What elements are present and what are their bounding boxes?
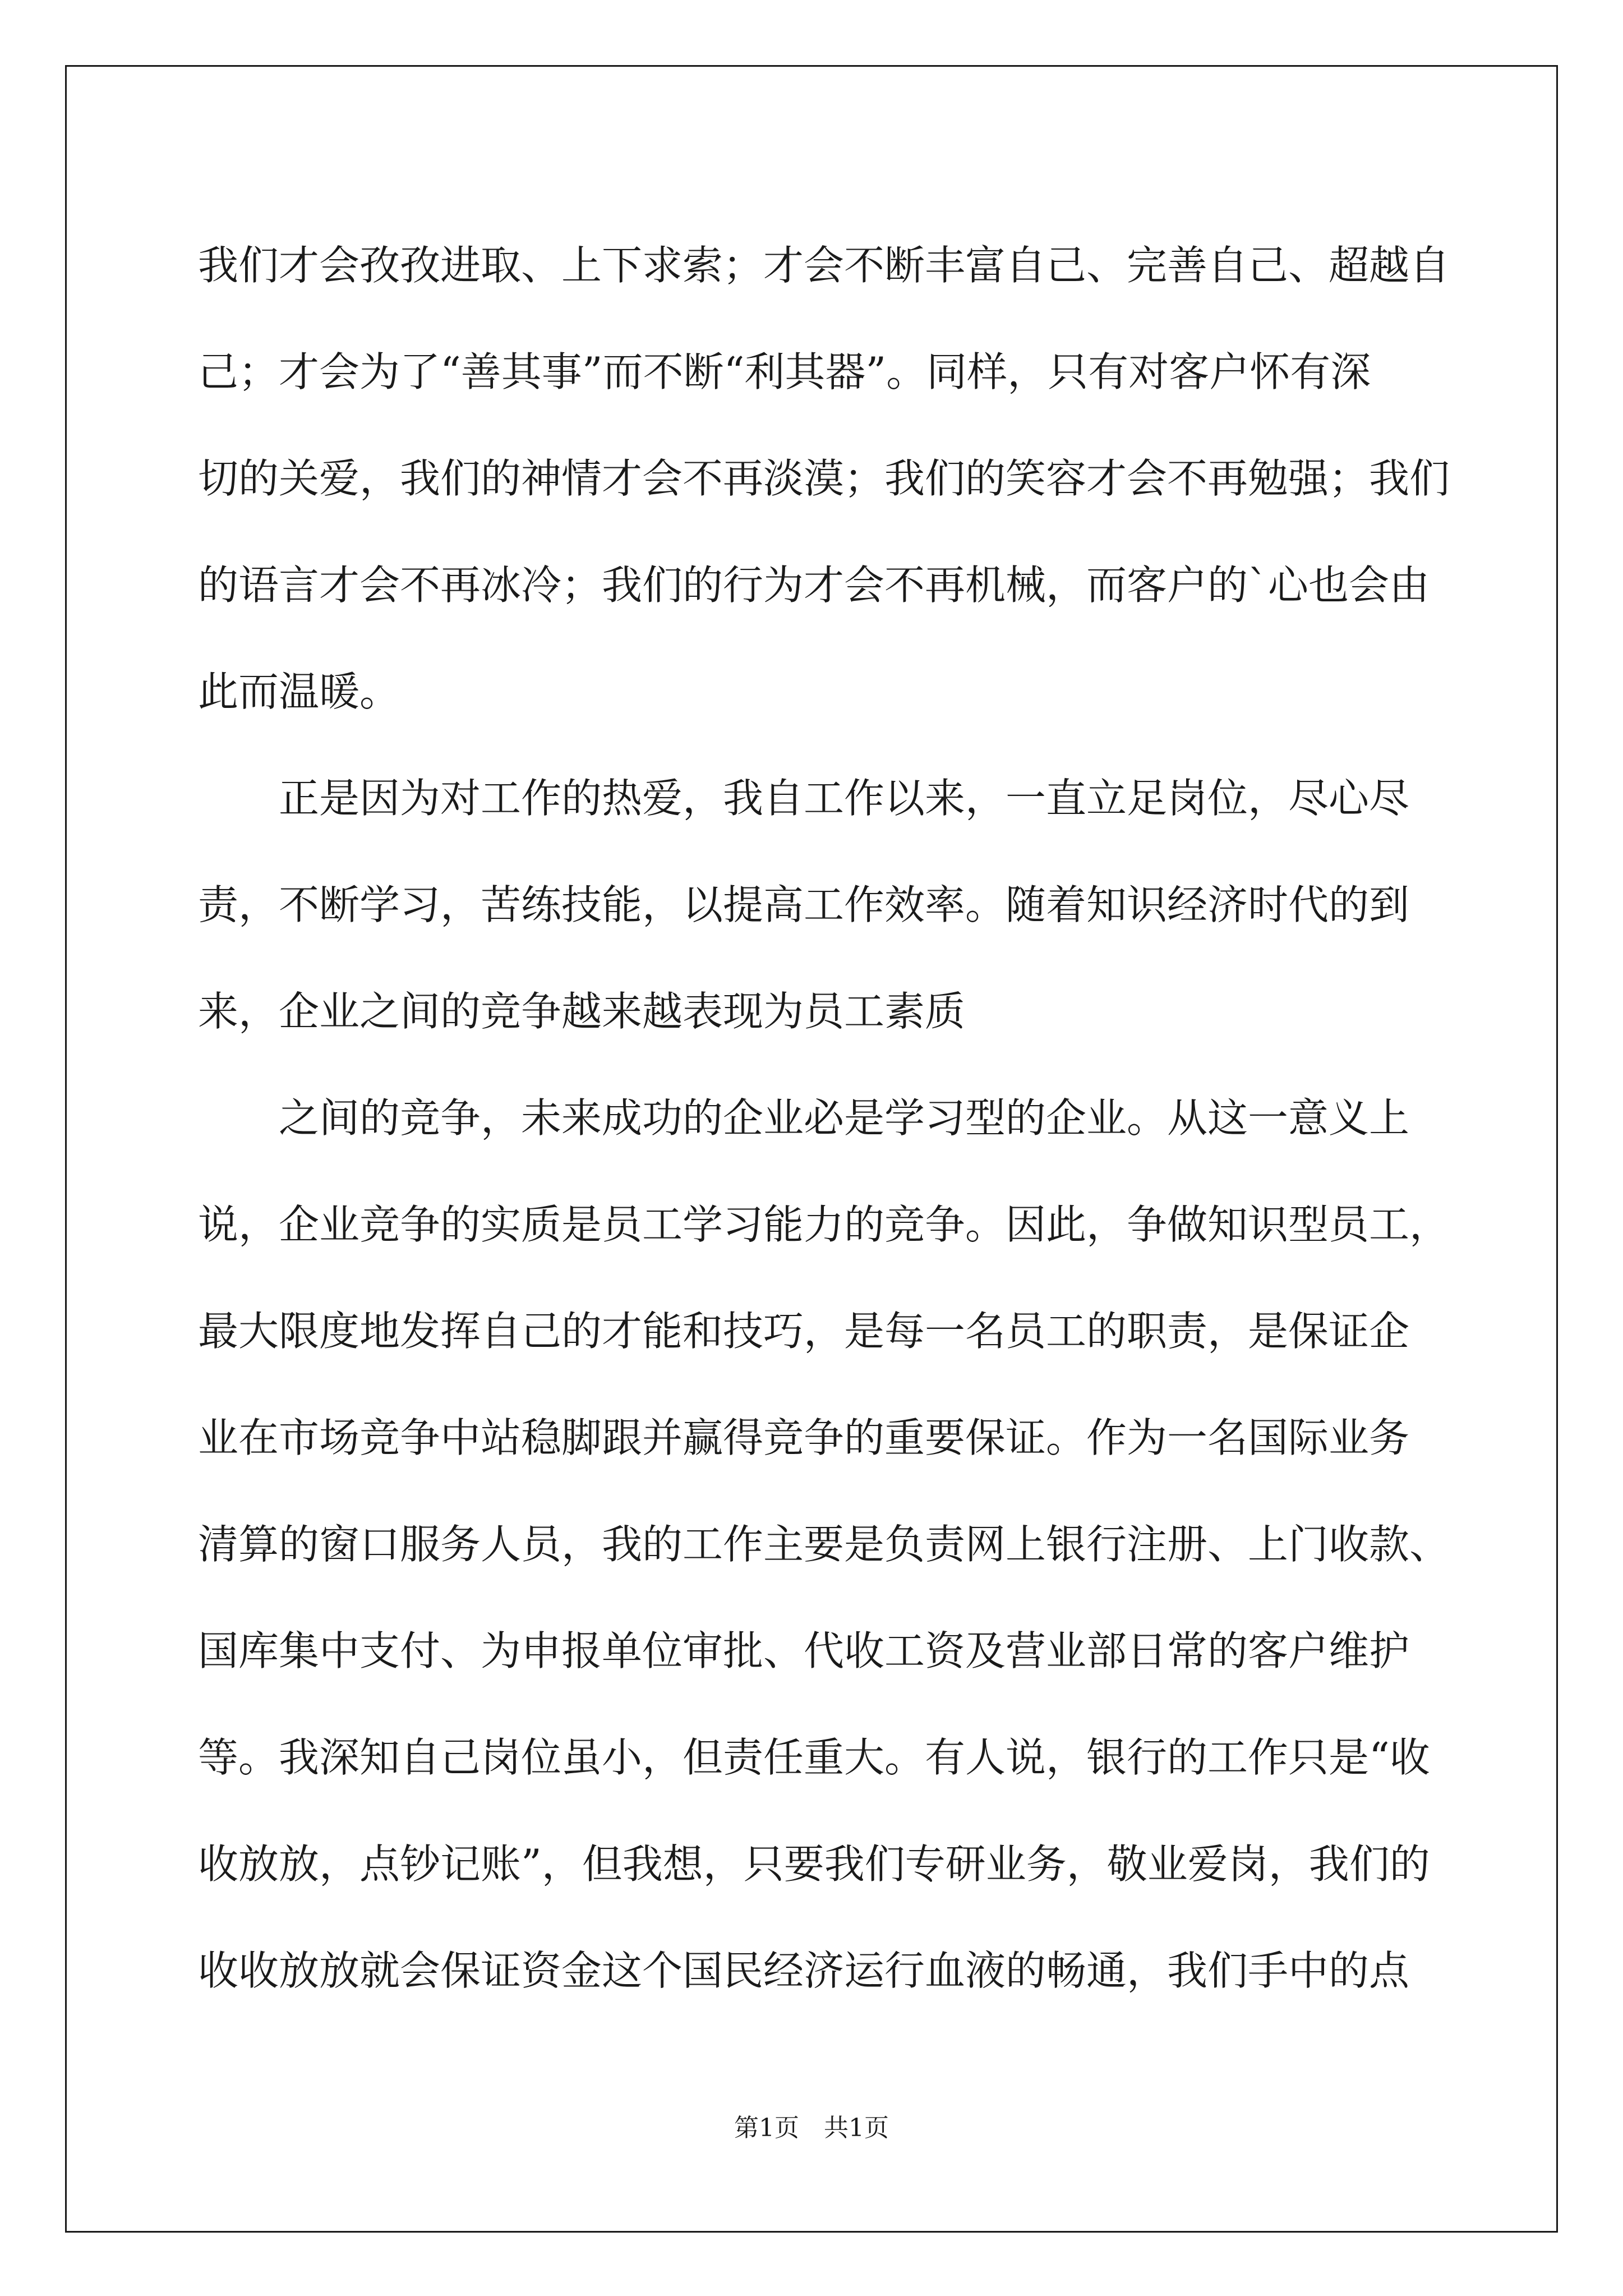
text-line: 己；才会为了“善其事”而不断“利其器”。同样，只有对客户怀有深 <box>198 348 1371 395</box>
text-line: 来，企业之间的竞争越来越表现为员工素质 <box>198 988 966 1035</box>
text-line: 国库集中支付、为申报单位审批、代收工资及营业部日常的客户维护 <box>198 1627 1410 1674</box>
text-line: 正是因为对工作的热爱，我自工作以来，一直立足岗位，尽心尽 <box>279 775 1410 822</box>
text-line: 责，不断学习，苦练技能，以提高工作效率。随着知识经济时代的到 <box>198 881 1410 928</box>
text-line: 业在市场竞争中站稳脚跟并赢得竞争的重要保证。作为一名国际业务 <box>198 1414 1410 1461</box>
text-line: 的语言才会不再冰冷；我们的行为才会不再机械，而客户的`心也会由 <box>198 562 1430 609</box>
text-line: 清算的窗口服务人员，我的工作主要是负责网上银行注册、上门收款、 <box>198 1521 1450 1568</box>
text-line: 最大限度地发挥自己的才能和技巧，是每一名员工的职责，是保证企 <box>198 1308 1410 1355</box>
document-body <box>198 212 1477 2024</box>
text-line: 切的关爱，我们的神情才会不再淡漠；我们的笑容才会不再勉强；我们 <box>198 455 1450 502</box>
text-line: 收放放，点钞记账”，但我想，只要我们专研业务，敬业爱岗，我们的 <box>198 1841 1430 1888</box>
text-line: 等。我深知自己岗位虽小，但责任重大。有人说，银行的工作只是“收 <box>198 1734 1430 1781</box>
text-line: 收收放放就会保证资金这个国民经济运行血液的畅通，我们手中的点 <box>198 1947 1410 1994</box>
text-line: 此而温暖。 <box>198 668 400 715</box>
page-number-label: 第1页 共1页 <box>734 2114 889 2142</box>
text-line: 之间的竞争，未来成功的企业必是学习型的企业。从这一意义上 <box>279 1094 1410 1142</box>
text-line: 我们才会孜孜进取、上下求索；才会不断丰富自己、完善自己、超越自 <box>198 242 1450 289</box>
page-footer <box>0 2108 1623 2143</box>
text-line: 说，企业竞争的实质是员工学习能力的竞争。因此，争做知识型员工， <box>198 1201 1450 1248</box>
